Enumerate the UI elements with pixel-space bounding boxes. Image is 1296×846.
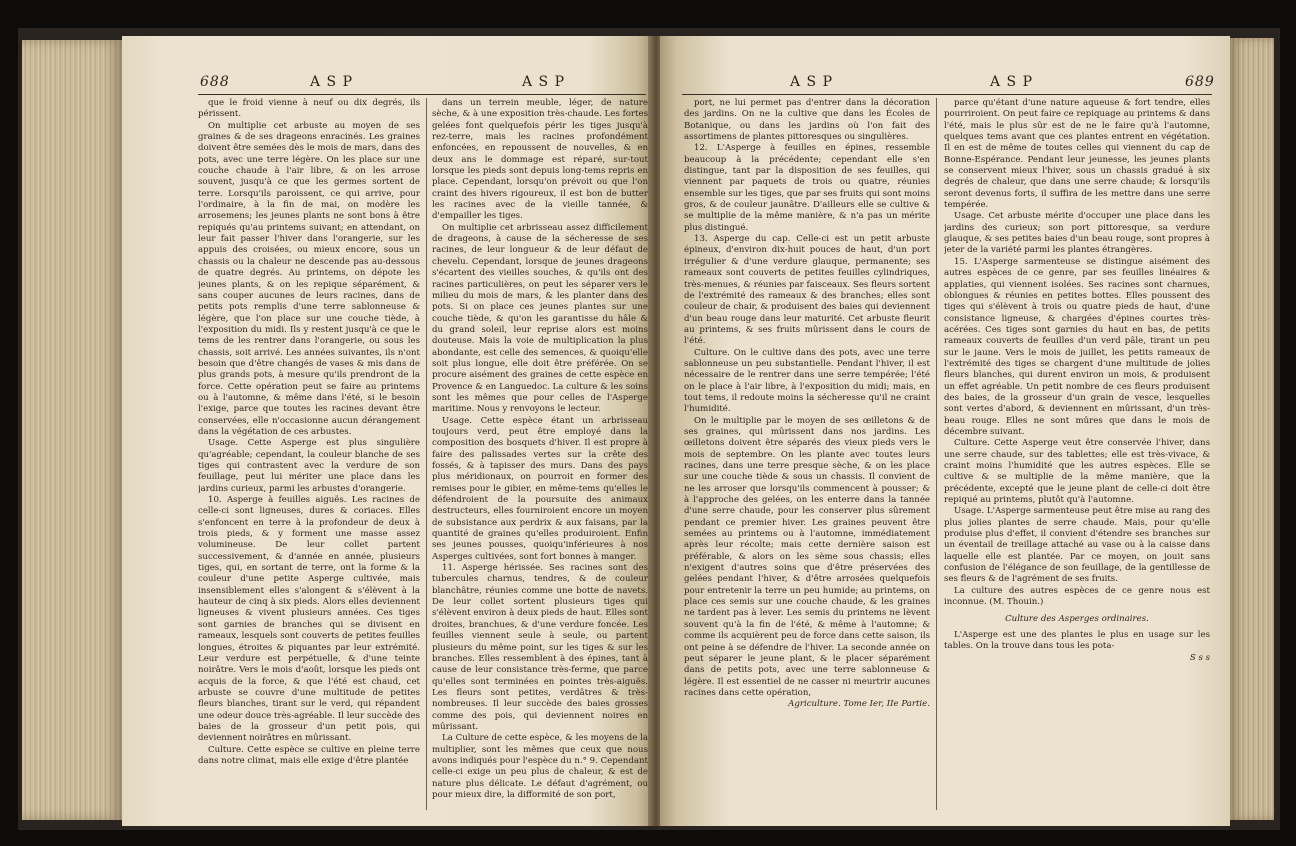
page-footer-signature: Agriculture. Tome Ier, IIe Partie.	[788, 699, 930, 710]
paragraph: La Culture de cette espèce, & les moyens de la multiplier, sont les mêmes que ceux que nous avons indiqués pour l'espèce du n.° 9. Cependant celle-ci exige un peu plus de chaleur, & est de nature plus délicate. Le défaut d'agrément, ou pour mieux dire, la difformité de son port,	[432, 733, 648, 800]
section-heading: Culture des Asperges ordinaires.	[1005, 614, 1149, 625]
paragraph: Usage. L'Asperge sarmenteuse peut être mise au rang des plus jolies plantes de serre chaude. Mais, pour qu'elle produise plus d'effet, il convient d'étendre ses branches sur un éventail de treillage attaché au vase ou à la caisse dans laquelle elle est plantée. Par ce moyen, on jouit sans confusion de l'élégance de son feuillage, de la gentillesse de ses fleurs & de l'agrément de ses fruits.	[944, 506, 1210, 585]
right-head-rule	[682, 94, 1212, 95]
right-column-2	[944, 98, 1210, 818]
paragraph: La culture des autres espèces de ce genre nous est inconnue. (M. Thouin.)	[944, 585, 1210, 608]
paragraph: Culture. Cette espèce se cultive en pleine terre dans notre climat, mais elle exige d'être plantée	[198, 744, 420, 766]
right-running-title: A S P	[990, 74, 1034, 90]
paragraph: que le froid vienne à neuf ou dix degrés, ils périssent.	[198, 98, 420, 120]
signature-mark: S s s	[1189, 652, 1210, 663]
paragraph: Usage. Cet arbuste mérite d'occuper une place dans les jardins des curieux; son port pittoresque, sa verdure glauque, & ses petites baies d'un beau rouge, sont propres à jeter de la variété parmi les plantes étrangères.	[944, 211, 1210, 256]
paragraph: 10. Asperge à feuilles aiguës. Les racines de celle-ci sont ligneuses, dures & coriaces. Elles s'enfoncent en terre à la profondeur de deux à trois pieds, & y forment une masse assez volumineuse. De leur collet partent successivement, & d'année en année, plusieurs tiges, qui, en sortant de terre, ont la forme & la couleur d'une petite Asperge cultivée, mais insensiblement elles s'alongent & s'élèvent à la hauteur de cinq à six pieds. Alors elles deviennent ligneuses & vivent plusieurs années. Ces tiges sont garnies de branches qui se divisent en rameaux, lesquels sont couverts de petites feuilles longues, étroites & piquantes par leur extrémité. Leur verdure est perpétuelle, & d'une teinte noirâtre. Vers le mois d'août, lorsque les pieds ont acquis de la force, & que l'été est chaud, cet arbuste se couvre d'une multitude de petites fleurs blanches, tirant sur le verd, qui répandent une odeur douce très-agréable. Il leur succède des baies de la grosseur d'un petit pois, qui deviennent noirâtres en mûrissant.	[198, 495, 420, 744]
paragraph: Usage. Cette Asperge est plus singulière qu'agréable; cependant, la couleur blanche de ses tiges qui contrastent avec la verdure de son feuillage, peut lui mériter une place dans les jardins curieux, parmi les arbustes d'orangerie.	[198, 438, 420, 494]
left-page	[122, 36, 652, 826]
right-page-number: 689	[1185, 74, 1215, 90]
paragraph: 12. L'Asperge à feuilles en épines, ressemble beaucoup à la précédente; cependant elle s'en distingue, tant par la disposition de ses feuilles, qui viennent par paquets de trois ou quatre, réunies ensemble sur les tiges, que par ses fruits qui sont moins gros, & de couleur jaunâtre. D'ailleurs elle se cultive & se multiplie de la même manière, & n'a pas un mérite plus distingué.	[684, 143, 930, 233]
paragraph: On multiplie cet arbrisseau assez difficilement de drageons, à cause de la sécheresse de ses racines, de leur longueur & de leur défaut de chevelu. Cependant, lorsque de jeunes drageons s'écartent des vieilles souches, & qu'ils ont des racines particulières, on peut les séparer vers le milieu du mois de mars, & les planter dans des pots. Si on place ces jeunes plantes sur une couche tiède, & qu'on les garantisse du hâle & du grand soleil, leur reprise alors est moins douteuse. Mais la voie de multiplication la plus abondante, est celle des semences, & quoiqu'elle soit plus longue, elle doit être préférée. On se procure aisément des graines de cette espèce en Provence & en Languedoc. La culture & les soins sont les mêmes que pour celles de l'Asperge maritime. Nous y renvoyons le lecteur.	[432, 222, 648, 415]
right-page	[660, 36, 1230, 826]
left-running-title: A S P	[310, 74, 354, 90]
left-head-rule	[198, 94, 646, 95]
right-col1-title: A S P	[790, 74, 834, 90]
paragraph: Culture. On le cultive dans des pots, avec une terre sablonneuse un peu substantielle. Pendant l'hiver, il est nécessaire de le rentrer dans une serre tempérée; l'été on le place à l'air libre, à l'exposition du midi; mais, en tout tems, il redoute moins la sécheresse qu'il ne craint l'humidité.	[684, 347, 930, 415]
right-column-1	[684, 98, 930, 818]
right-page-edges	[1230, 38, 1274, 820]
paragraph: dans un terrein meuble, léger, de nature sèche, & à une exposition très-chaude. Les fortes gelées font quelquefois périr les tiges jusqu'à rez-terre, mais les racines profondément enfoncées, en repoussent de nouvelles, & en deux ans le dommage est réparé, sur-tout lorsque les pieds sont depuis long-tems repris en place. Cependant, lorsqu'on prévoit ou que l'on craint des hivers rigoureux, il est bon de butter les racines avec de la vieille tannée, & d'empailler les tiges.	[432, 98, 648, 222]
paragraph: 13. Asperge du cap. Celle-ci est un petit arbuste épineux, d'environ dix-huit pouces de haut, d'un port irrégulier & d'une verdure glauque, permanente; ses rameaux sont couverts de petites feuilles cylindriques, très-menues, & réunies par faisceaux. Ses fleurs sortent de l'extrémité des rameaux & des branches; elles sont couleur de chair, & produisent des baies qui deviennent d'un beau rouge dans leur maturité. Cet arbuste fleurit au printems, & ses fruits mûrissent dans le cours de l'été.	[684, 234, 930, 347]
paragraph: Usage. Cette espèce étant un arbrisseau toujours verd, peut être employé dans la composition des bosquets d'hiver. Il est propre à faire des palissades vertes sur la crête des fossés, & à tapisser des murs. Dans des pays plus méridionaux, on pourroit en former des remises pour le gibier, en même-tems qu'elles le défendroient de la poursuite des animaux destructeurs, elles fourniroient encore un moyen de subsistance aux perdrix & aux faisans, par la quantité de graines qu'elles produiroient. Enfin ses jeunes pousses, quoiqu'inférieures à nos Asperges cultivées, sont fort bonnes à manger.	[432, 415, 648, 562]
paragraph: parce qu'étant d'une nature aqueuse & fort tendre, elles pourriroient. On peut faire ce repiquage au printems & dans l'été, mais le plus sûr est de ne le faire qu'à l'automne, quelques tems avant que ces plantes entrent en végétation. Il en est de même de toutes celles qui viennent du cap de Bonne-Espérance. Pendant leur jeunesse, les jeunes plants se conservent mieux l'hiver, sous un chassis gradué à six degrés de chaleur, que dans une serre chaude; & lorsqu'ils seront devenus forts, il suffira de les mettre dans une serre tempérée.	[944, 98, 1210, 211]
left-page-edges	[22, 40, 122, 820]
left-col2-title: A S P	[522, 74, 566, 90]
paragraph: 11. Asperge hérissée. Ses racines sont des tubercules charnus, tendres, & de couleur blanchâtre, réunies comme une botte de navets. De leur collet sortent plusieurs tiges qui s'élèvent environ à deux pieds de haut. Elles sont droites, branchues, & d'une verdure foncée. Les feuilles viennent seule à seule, ou partent plusieurs du même point, sur les tiges & sur les branches. Elles ressemblent à des épines, tant à cause de leur consistance très-ferme, que parce qu'elles sont terminées en pointes très-aiguës. Les fleurs sont petites, verdâtres & très-nombreuses. Il leur succède des baies grosses comme des pois, qui deviennent noires en mûrissant.	[432, 563, 648, 732]
left-column-rule	[426, 98, 427, 810]
paragraph: Culture. Cette Asperge veut être conservée l'hiver, dans une serre chaude, sur des tablettes; elle est très-vivace, & craint moins l'humidité que les autres espèces. Elle se cultive & se multiplie de la même manière, que la précédente, excepté que le jeune plant de celle-ci doit être repiqué au printems, plutôt qu'à l'automne.	[944, 438, 1210, 506]
paragraph: L'Asperge est une des plantes le plus en usage sur les tables. On la trouve dans tous les pota-	[944, 629, 1210, 652]
paragraph: On multiplie cet arbuste au moyen de ses graines & de ses drageons enracinés. Les graines doivent être semées dès le mois de mars, dans des pots, avec une terre légère. On les place sur une couche chaude à l'air libre, & on les arrose souvent, jusqu'à ce que les germes sortent de terre. Lorsqu'ils paroissent, ce qui arrive, pour l'ordinaire, à la fin de mai, on modère les arrosemens; les jeunes plants ne sont bons à être repiqués qu'au printems suivant; en attendant, on leur fait passer l'hiver dans l'orangerie, sur les appuis des croisées, ou mieux encore, sous un chassis ou la chaleur ne descende pas au-dessous de quatre degrés. Au printems, on dépote les jeunes plants, & on les repique séparément, & sans couper aucunes de leurs racines, dans de petits pots remplis d'une terre sablonneuse & légère, que l'on place sur une couche tiède, à l'exposition du midi. Ils y restent jusqu'à ce que le tems de les rentrer dans l'orangerie, ou sous les chassis, soit arrivé. Les années suivantes, ils n'ont besoin que d'être changés de vases & mis dans de plus grands pots, à mesure qu'ils prendront de la force. Cette opération peut se faire au printems ou à l'automne, & même dans l'été, si le besoin l'exige, parce que toutes les racines devant être conservées, elle n'occasionne aucun dérangement dans la végétation de ces arbustes.	[198, 120, 420, 437]
left-column-2	[432, 98, 648, 818]
right-column-rule	[936, 98, 937, 810]
left-column-1	[198, 98, 420, 818]
paragraph: 15. L'Asperge sarmenteuse se distingue aisément des autres espèces de ce genre, par ses feuilles linéaires & applaties, qui viennent isolées. Ses racines sont charnues, oblongues & réunies en petites bottes. Elles poussent des tiges qui s'élèvent à trois ou quatre pieds de haut, d'une consistance ligneuse, & chargées d'épines courtes très-acérées. Ces tiges sont garnies du haut en bas, de petits rameaux couverts de feuilles d'un verd pâle, tirant un peu sur le jaune. Vers le mois de juillet, les petits rameaux de l'extrémité des tiges se chargent d'une multitude de jolies fleurs blanches, qui durent environ un mois, & produisent un effet agréable. Un petit nombre de ces fleurs produisent des baies, de la grosseur d'un grain de vesce, lesquelles sont vertes d'abord, & deviennent en mûrissant, d'un très-beau rouge. Elles ne sont mûres que dans le mois de décembre suivant.	[944, 256, 1210, 437]
left-page-number: 688	[200, 74, 230, 90]
paragraph: On le multiplie par le moyen de ses œilletons & de ses graines, qui mûrissent dans nos jardins. Les œilletons doivent être séparés des vieux pieds vers le mois de septembre. On les plante avec toutes leurs racines, dans une terre presque sèche, & on les place sur une couche tiède & sous un chassis. Il convient de ne les arroser que lorsqu'ils commencent à pousser; & à l'approche des gelées, on les enterre dans la tannée d'une serre chaude, pour les conserver plus sûrement pendant ce premier hiver. Les graines peuvent être semées au printems ou à l'automne, immédiatement après leur récolte; mais cette dernière saison est préférable, & alors on les sème sous chassis; elles n'exigent d'autres soins que d'être préservées des gelées pendant l'hiver, & d'être arrosées quelquefois pour entretenir la terre un peu humide; au printems, on place ces semis sur une couche chaude, & les graines ne tardent pas à lever. Les semis du printems ne lèvent souvent qu'à la fin de l'été, & même à l'automne; & comme ils acquièrent peu de force dans cette saison, ils ont peine à se défendre de l'hiver. La seconde année on peut séparer le jeune plant, & le placer séparément dans de petits pots, avec une terre sablonneuse & légère. Il est essentiel de ne casser ni meurtrir aucunes racines dans cette opération,	[684, 415, 930, 698]
paragraph: port, ne lui permet pas d'entrer dans la décoration des jardins. On ne la cultive que dans les Écoles de Botanique, ou dans les jardins où l'on fait des assortimens de plantes pittoresques ou singulières.	[684, 98, 930, 143]
